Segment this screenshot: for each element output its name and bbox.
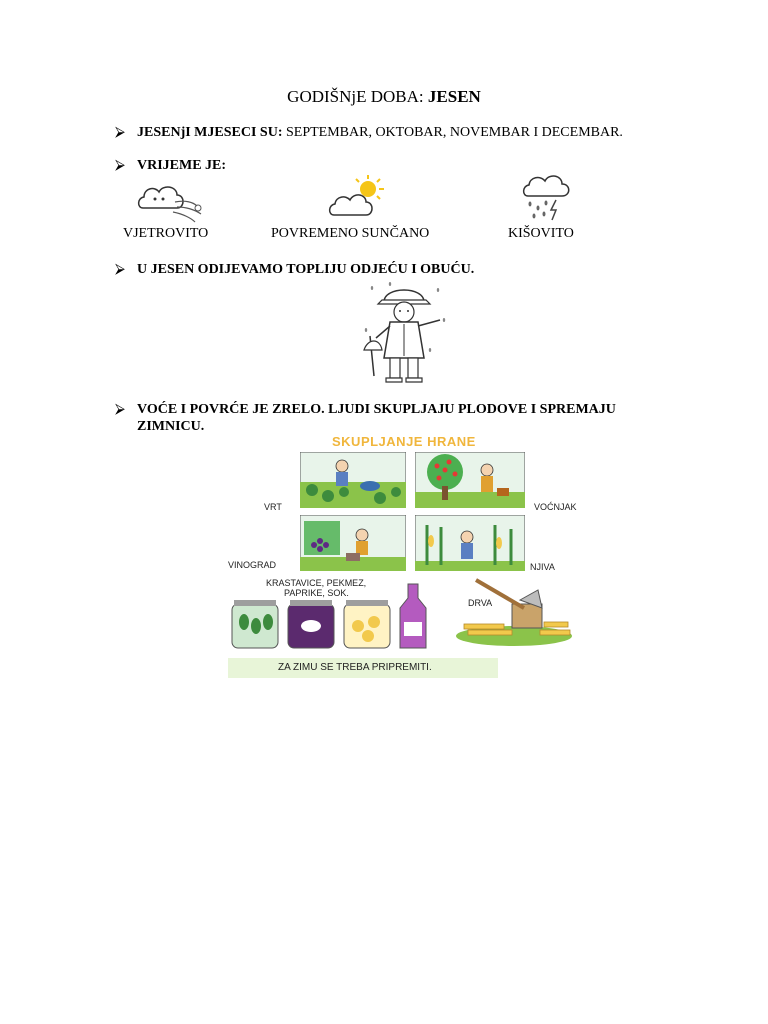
vineyard-scene bbox=[300, 515, 406, 571]
bullet-fruit: ⮚ VOĆE I POVRĆE JE ZRELO. LJUDI SKUPLJAJU PLODOVE I SPREMAJU bbox=[115, 402, 616, 417]
partly-sunny-icon bbox=[328, 175, 388, 219]
label-zimnica-2: PAPRIKE, SOK. bbox=[284, 588, 349, 598]
arrow-bullet-icon: ⮚ bbox=[115, 158, 125, 173]
page-title: GODIŠNjE DOBA: JESEN bbox=[287, 87, 481, 106]
harvest-title: SKUPLJANJE HRANE bbox=[332, 434, 476, 449]
label-vinograd: VINOGRAD bbox=[228, 560, 277, 570]
bullet-weather: ⮚ VRIJEME JE: bbox=[115, 158, 227, 173]
harvest-illustration bbox=[222, 432, 594, 682]
bullet-months: ⮚ JESENjI MJESECI SU: SEPTEMBAR, OKTOBAR, NOVEMBAR I DECEMBAR. bbox=[115, 125, 623, 140]
garden-scene bbox=[300, 452, 406, 508]
child-raincoat-illustration bbox=[360, 280, 452, 384]
firewood-axe bbox=[454, 578, 576, 646]
bullet-fruit-line2: ZIMNICU. bbox=[137, 419, 205, 434]
arrow-bullet-icon: ⮚ bbox=[115, 125, 125, 140]
weather-label-rainy: KIŠOVITO bbox=[508, 226, 574, 241]
label-vocnjak: VOĆNJAK bbox=[534, 502, 577, 512]
weather-label-partly-sunny: POVREMENO SUNČANO bbox=[271, 226, 430, 241]
arrow-bullet-icon: ⮚ bbox=[115, 402, 125, 417]
windy-cloud-icon bbox=[135, 178, 207, 224]
label-njiva: NJIVA bbox=[530, 562, 555, 572]
label-drva: DRVA bbox=[468, 598, 493, 608]
rain-cloud-icon bbox=[520, 172, 576, 224]
harvest-caption: ZA ZIMU SE TREBA PRIPREMITI. bbox=[278, 662, 432, 673]
label-vrt: VRT bbox=[264, 502, 282, 512]
weather-label-windy: VJETROVITO bbox=[123, 226, 209, 241]
bullet-clothes: ⮚ U JESEN ODIJEVAMO TOPLIJU ODJEĆU I OBUĆU. bbox=[115, 262, 475, 277]
label-zimnica: KRASTAVICE, PEKMEZ, bbox=[266, 578, 367, 588]
orchard-scene bbox=[415, 452, 525, 508]
arrow-bullet-icon: ⮚ bbox=[115, 262, 125, 277]
preserves-jars bbox=[228, 582, 442, 650]
field-scene bbox=[415, 515, 525, 571]
